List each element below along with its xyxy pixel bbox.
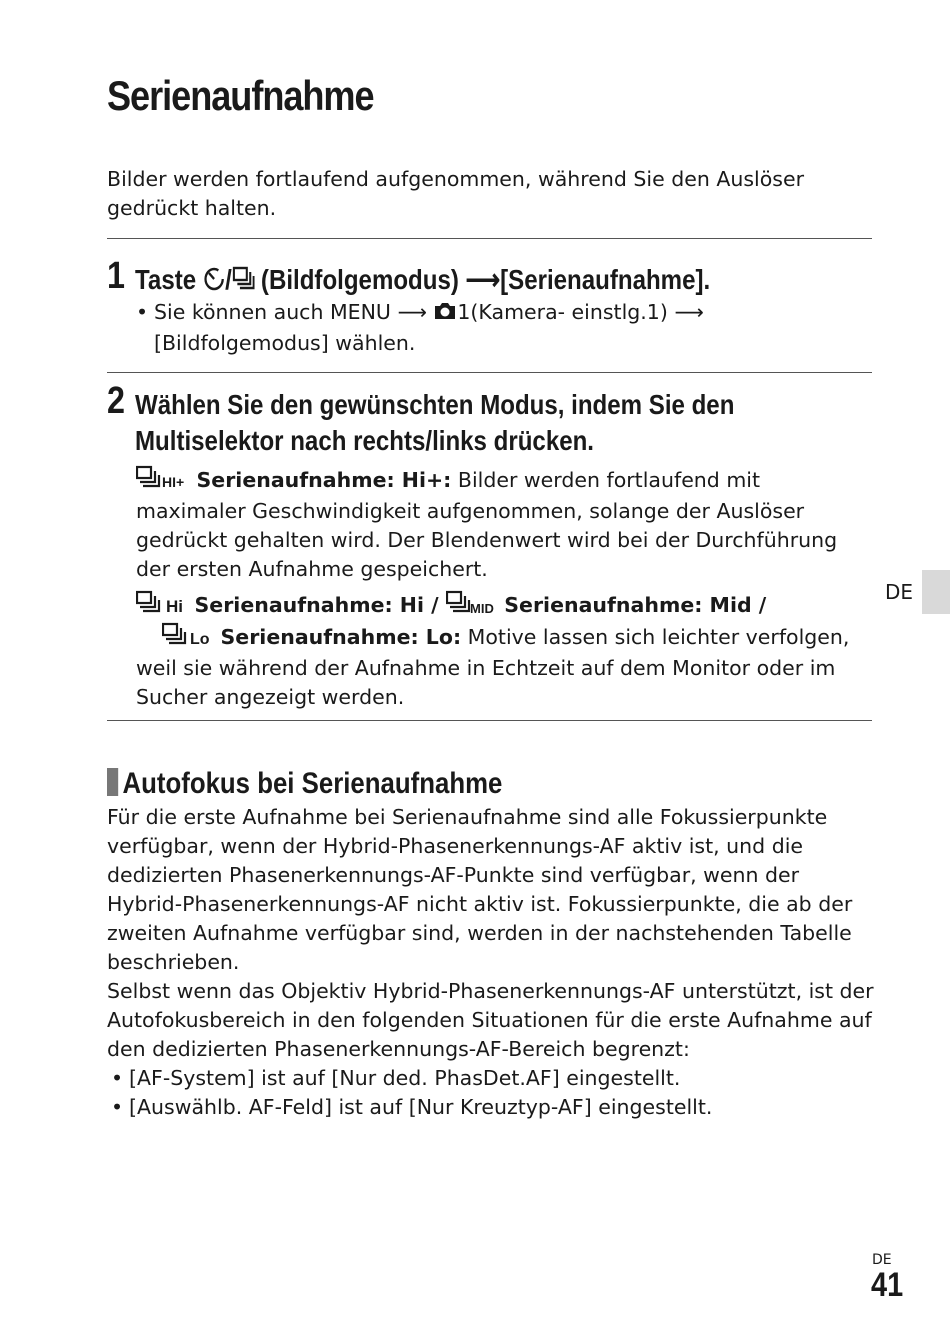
mode-hi-mid-lo-item [136,590,876,712]
continuous-hiplus-icon [136,465,190,497]
mode-lo-label: Serienaufnahme: Lo: [220,625,462,649]
step2-heading-line1: Wählen Sie den gewünschten Modus, indem Sie den [135,389,735,420]
continuous-hi-icon [136,590,188,622]
side-tab [922,570,950,614]
divider [107,372,872,373]
intro-text: Bilder werden fortlaufend aufgenommen, während Sie den Auslöser gedrückt halten. [107,167,804,220]
footer-language: DE [872,1252,892,1268]
section-body [107,803,877,1122]
section-heading [107,766,502,802]
arrow-icon: ⟶ [465,264,501,295]
section-paragraph-2: Selbst wenn das Objektiv Hybrid-Phasenerkennungs-AF unterstützt, ist der Autofokusbereich in den folgenden Situationen für die erste Aufnahme auf den dedizierten Phasenerkennungs-AF-Bereich begrenzt: [107,979,874,1061]
list-item [107,1064,877,1093]
step-number-2: 2 [107,380,125,422]
mode-hi-label: Serienaufnahme: Hi / [194,593,446,617]
page-title: Serienaufnahme [107,72,374,119]
step1-heading-sep: / [225,264,232,295]
step1-heading-target: [Serienaufnahme]. [500,264,711,295]
page-number: 41 [871,1266,904,1304]
arrow-icon: ⟶ [397,300,427,324]
self-timer-icon [203,264,225,300]
mode-mid-label: Serienaufnahme: Mid / [504,593,767,617]
bullet-dot: • [136,300,149,324]
arrow-icon: ⟶ [674,300,704,324]
drive-mode-icon [232,264,254,300]
mode-hiplus-label: Serienaufnahme: Hi+: [196,468,452,492]
section-marker [107,768,118,796]
continuous-mid-icon [446,590,498,622]
list-item [107,1093,877,1122]
step1-heading [135,262,710,300]
side-tab-label: DE [885,580,914,604]
bullet-dot: • [111,1066,124,1090]
step1-heading-mid: (Bildfolgemodus) [254,264,466,295]
section-heading-text: Autofokus bei Serienaufnahme [122,767,503,800]
mode-hiplus-item [136,465,876,584]
continuous-lo-icon [162,622,214,654]
hi-tag: Hi [166,597,183,614]
step1-heading-prefix: Taste [135,264,203,295]
mode-lo-text: Motive lassen sich leichter verfolgen, weil sie während der Aufnahme in Echtzeit auf dem Monitor oder im Sucher angezeigt werden. [136,625,850,709]
step1-bullet-a: Sie können auch MENU [154,300,398,324]
bullet-dot: • [111,1095,124,1119]
step1-bullet-c: [Bildfolgemodus] wählen. [154,331,416,355]
lo-tag: Lo [190,631,210,646]
section-paragraph-1: Für die erste Aufnahme bei Serienaufnahme sind alle Fokussierpunkte verfügbar, wenn der Hybrid-Phasenerkennungs-AF aktiv ist, und die dedizierten Phasenerkennungs-AF-Punkte sind verfügbar, wenn der Hybrid-Phasenerkennungs-AF nicht aktiv ist. Fokussierpunkte, die ab der zweiten Aufnahme verfügbar sind, werden in der nachstehenden Tabelle beschrieben. [107,805,853,974]
step1-bullet-b: 1(Kamera- einstlg.1) [457,300,675,324]
hiplus-tag: HI+ [162,474,185,489]
step-number-1: 1 [107,255,125,297]
camera-icon [433,300,457,329]
divider [107,720,872,721]
step2-heading-line2: Multiselektor nach rechts/links drücken. [135,425,595,456]
list-item-text: [AF-System] ist auf [Nur ded. PhasDet.AF] eingestellt. [129,1066,681,1090]
list-item-text: [Auswählb. AF-Feld] ist auf [Nur Kreuztyp-AF] eingestellt. [129,1095,713,1119]
divider [107,238,872,239]
mode-hiplus-text: Bilder werden fortlaufend mit maximaler Geschwindigkeit aufgenommen, solange der Auslöser gedrückt gehalten wird. Der Blendenwert wird bei der Durchführung der ersten Aufnahme gespeichert. [136,468,838,581]
step1-bullet [136,298,876,358]
mid-tag: MID [469,601,494,614]
